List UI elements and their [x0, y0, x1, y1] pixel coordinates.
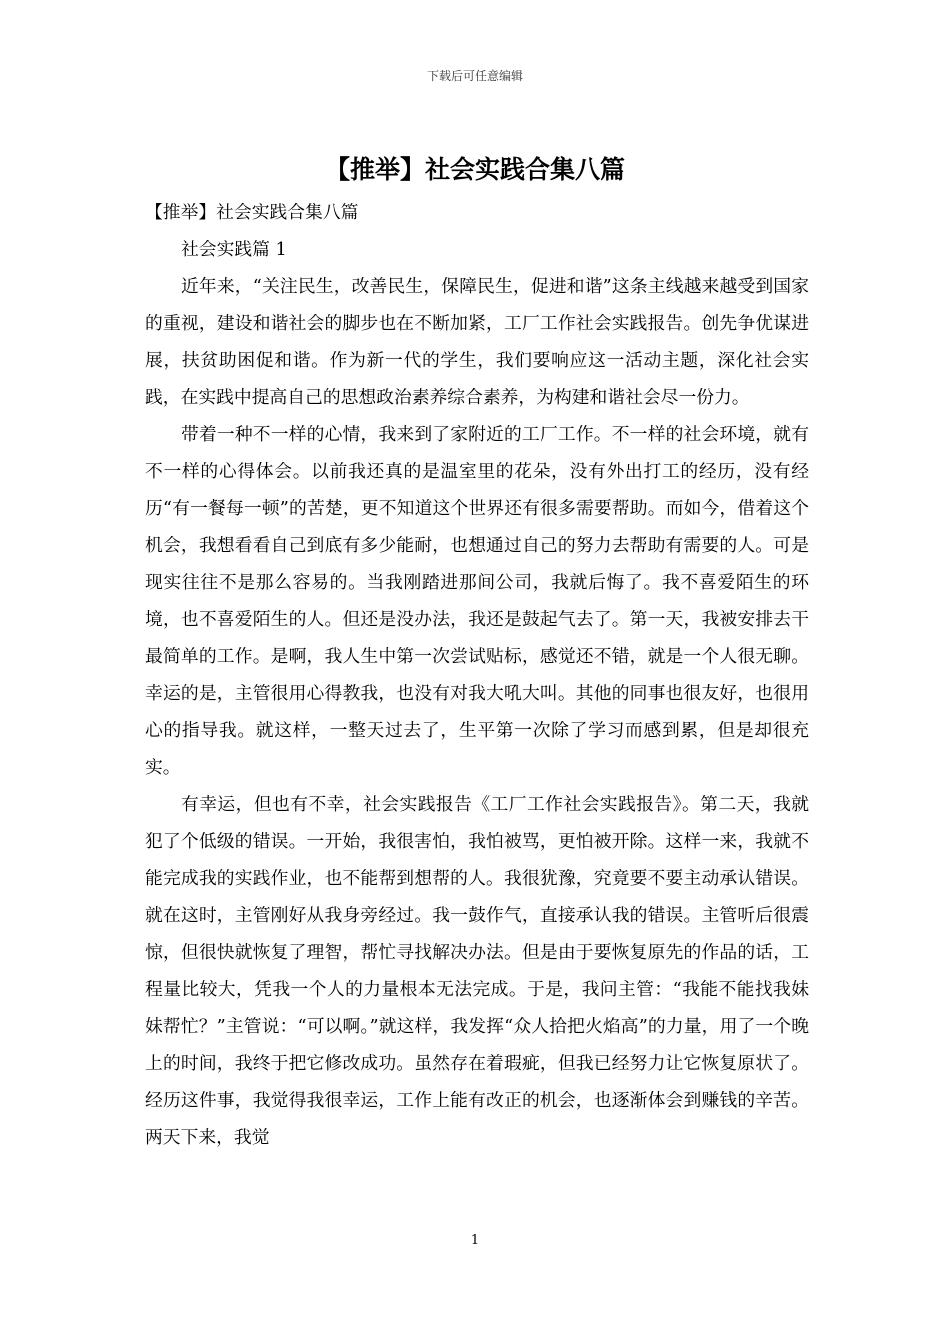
header-note: 下载后可任意编辑	[426, 69, 523, 83]
page-number: 1	[470, 1233, 480, 1248]
paragraph: 带着一种不一样的心情，我来到了家附近的工厂工作。不一样的社会环境，就有不一样的心得体会。以前我还真的是温室里的花朵，没有外出打工的经历，没有经历“有一餐每一顿”的苦楚，更不知道这个世界还有很多需要帮助。而如今，借着这个机会，我想看看自己到底有多少能耐，也想通过自己的努力去帮助有需要的人。可是现实往往不是那么容易的。当我刚踏进那间公司，我就后悔了。我不喜爱陌生的环境，也不喜爱陌生的人。但还是没办法，我还是鼓起气去了。第一天，我被安排去干最简单的工作。是啊，我人生中第一次尝试贴标，感觉还不错，就是一个人很无聊。幸运的是，主管很用心得教我，也没有对我大吼大叫。其他的同事也很友好，也很用心的指导我。就这样，一整天过去了，生平第一次除了学习而感到累，但是却很充实。	[145, 424, 809, 778]
section-heading: 社会实践篇 1	[181, 239, 287, 260]
paragraph: 近年来，“关注民生，改善民生，保障民生，促进和谐”这条主线越来越受到国家的重视，建设和谐社会的脚步也在不断加紧，工厂工作社会实践报告。创先争优谋进展，扶贫助困促和谐。作为新一代的学生，我们要响应这一活动主题，深化社会实践，在实践中提高自己的思想政治素养综合素养，为构建和谐社会尽一份力。	[145, 276, 809, 408]
document-subtitle: 【推举】社会实践合集八篇	[145, 202, 359, 223]
document-body	[145, 194, 809, 1156]
document-title: 【推举】社会实践合集八篇	[324, 155, 625, 184]
paragraph: 有幸运，但也有不幸，社会实践报告《工厂工作社会实践报告》。第二天，我就犯了个低级的错误。一开始，我很害怕，我怕被骂，更怕被开除。这样一来，我就不能完成我的实践作业，也不能帮到想帮的人。我很犹豫，究竟要不要主动承认错误。就在这时，主管刚好从我身旁经过。我一鼓作气，直接承认我的错误。主管听后很震惊，但很快就恢复了理智，帮忙寻找解决办法。但是由于要恢复原先的作品的话，工程量比较大，凭我一个人的力量根本无法完成。于是，我问主管：“我能不能找我妹妹帮忙？”主管说：“可以啊。”就这样，我发挥“众人拾把火焰高”的力量，用了一个晚上的时间，我终于把它修改成功。虽然存在着瑕疵，但我已经努力让它恢复原状了。经历这件事，我觉得我很幸运，工作上能有改正的机会，也逐渐体会到赚钱的辛苦。两天下来，我觉	[145, 794, 809, 1148]
